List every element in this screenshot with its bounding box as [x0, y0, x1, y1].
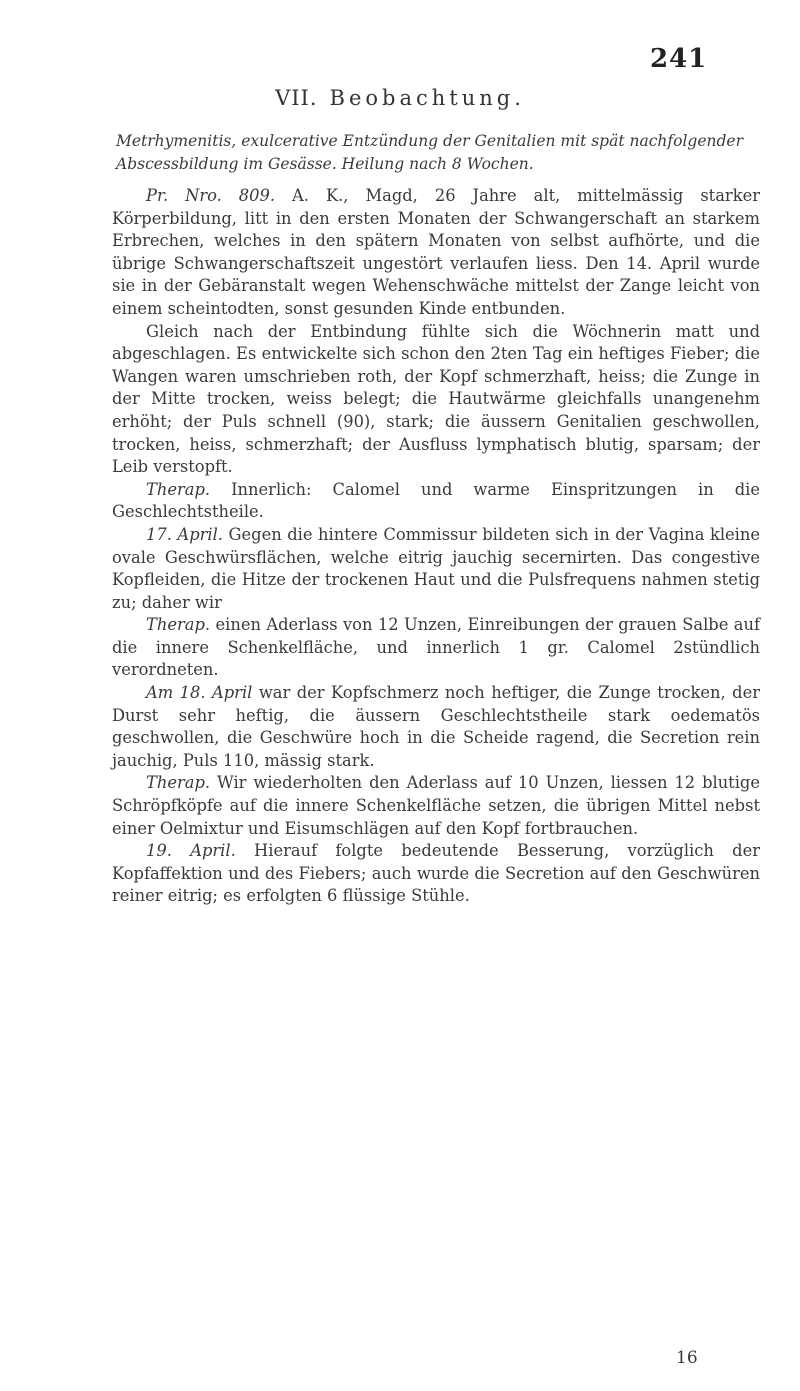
paragraph — [112, 479, 760, 524]
heading-number: VII. — [275, 86, 318, 110]
paragraph-text: war der Kopfschmerz noch heftiger, die Zunge trocken, der Durst sehr heftig, die äussern Geschlechtstheile stark oedematös geschwollen, die Geschwüre hoch in die Scheide ragend, die Secretion rein jauchig, Puls 110, mässig stark. — [112, 683, 760, 770]
paragraph — [112, 682, 760, 772]
paragraph-text: einen Aderlass von 12 Unzen, Einreibungen der grauen Salbe auf die innere Schenkelfläche, und innerlich 1 gr. Calomel 2stündlich verordneten. — [112, 615, 760, 680]
paragraph-text: Wir wiederholten den Aderlass auf 10 Unzen, liessen 12 blutige Schröpfköpfe auf die innere Schenkelfläche setzen, die übrigen Mittel nebst einer Oelmixtur und Eisumschlägen auf den Kopf fortbrauchen. — [112, 773, 760, 838]
paragraph-lead: Therap. — [146, 479, 211, 499]
paragraph-text: Innerlich: Calomel und warme Einspritzungen in die Geschlechtstheile. — [112, 479, 760, 522]
paragraph — [112, 614, 760, 682]
paragraph-text: Gegen die hintere Commissur bildeten sich in der Vagina kleine ovale Geschwürsflächen, welche eitrig jauchig secernirten. Das congestive Kopfleiden, die Hitze der trockenen Haut und die Pulsfrequens nahmen stetig zu; daher wir — [112, 524, 760, 612]
case-subtitle: Metrhymenitis, exulcerative Entzündung der Genitalien mit spät nachfolgender Abscessbildung im Gesässe. Heilung nach 8 Wochen. — [116, 132, 743, 173]
paragraph-lead: Am 18. April — [146, 683, 253, 703]
paragraph-text: A. K., Magd, 26 Jahre alt, mittelmässig starker Körperbildung, litt in den ersten Monaten der Schwangerschaft an starkem Erbrechen, welches in den spätern Monaten von selbst aufhörte, und die übrige Schwangerschaftszeit ungestört verlaufen liess. Den 14. April wurde sie in der Gebäranstalt wegen Wehenschwäche mittelst der Zange leicht von einem scheintodten, sonst gesunden Kinde entbunden. — [112, 186, 760, 318]
case-body — [112, 185, 760, 908]
paragraph-lead: 19. April. — [146, 841, 236, 861]
paragraph — [112, 772, 760, 840]
paragraph-text: Hierauf folgte bedeutende Besserung, vorzüglich der Kopfaffektion und des Fiebers; auch wurde die Secretion auf den Geschwüren reiner eitrig; es erfolgten 6 flüssige Stühle. — [112, 841, 760, 906]
paragraph — [112, 840, 760, 908]
paragraph-lead: 17. April. — [146, 524, 223, 544]
paragraph — [112, 321, 760, 479]
paragraph — [112, 524, 760, 614]
paragraph-text: Gleich nach der Entbindung fühlte sich die Wöchnerin matt und abgeschlagen. Es entwickelte sich schon den 2ten Tag ein heftiges Fieber; die Wangen waren umschrieben roth, der Kopf schmerzhaft, heiss; die Zunge in der Mitte trocken, weiss belegt; die Hautwärme gleichfalls unangenehm erhöht; der Puls schnell (90), stark; die äussern Genitalien geschwollen, trocken, heiss, schmerzhaft; der Ausfluss lymphatisch blutig, sparsam; der Leib verstopft. — [112, 321, 760, 477]
section-heading — [0, 86, 800, 110]
heading-title: Beobachtung. — [329, 86, 525, 110]
paragraph — [112, 185, 760, 321]
paragraph-lead: Therap. — [146, 773, 211, 793]
paragraph-lead: Pr. Nro. 809. — [146, 186, 276, 205]
page-number: 241 — [650, 44, 708, 74]
paragraph-lead: Therap. — [146, 615, 211, 635]
signature-mark: 16 — [676, 1348, 698, 1368]
